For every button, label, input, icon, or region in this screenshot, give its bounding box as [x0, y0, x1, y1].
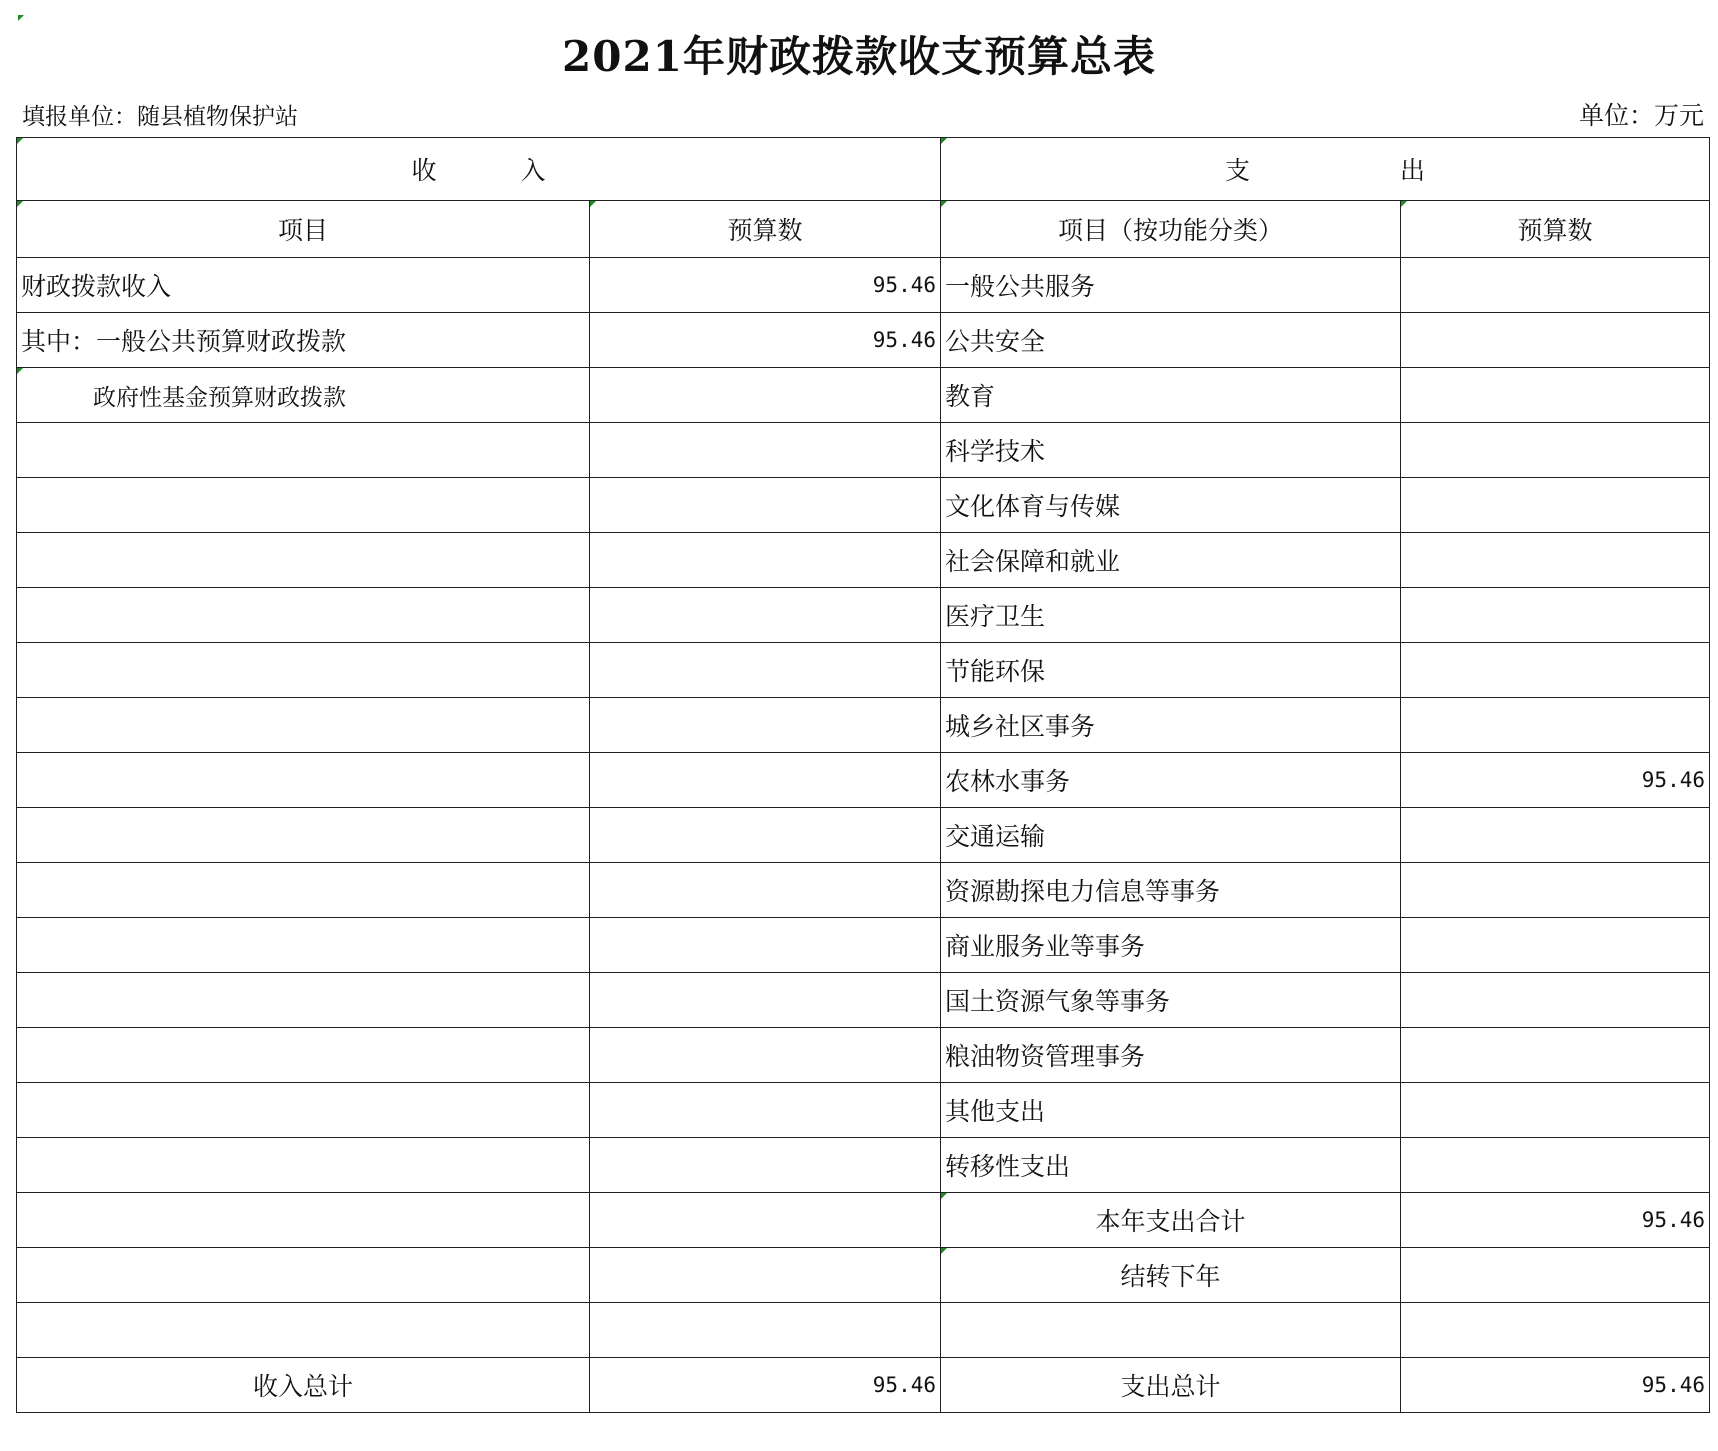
expense-item-cell: 社会保障和就业 [941, 533, 1401, 588]
expense-value-cell [1401, 1138, 1710, 1193]
expense-item-cell: 公共安全 [941, 313, 1401, 368]
expense-item-cell: 科学技术 [941, 423, 1401, 478]
table-row [17, 1358, 1710, 1413]
income-item-cell: 收入总计 [17, 1358, 590, 1413]
expense-value-cell [1401, 1028, 1710, 1083]
income-item-cell: 财政拨款收入 [17, 258, 590, 313]
income-item-cell: 其中：一般公共预算财政拨款 [17, 313, 590, 368]
cell-marker [17, 138, 23, 144]
income-item-cell [17, 918, 590, 973]
expense-item-cell: 文化体育与传媒 [941, 478, 1401, 533]
income-item-cell [17, 698, 590, 753]
expense-item-cell: 节能环保 [941, 643, 1401, 698]
income-value-cell [590, 643, 941, 698]
expense-value-cell [1401, 973, 1710, 1028]
expense-item-cell: 结转下年 [941, 1248, 1401, 1303]
expense-value-cell: 95.46 [1401, 1358, 1710, 1413]
expense-item-cell: 农林水事务 [941, 753, 1401, 808]
col-header-expense-budget: 预算数 [1401, 201, 1710, 258]
cell-marker [941, 1248, 947, 1254]
income-value-cell [590, 698, 941, 753]
expense-value-cell [1401, 478, 1710, 533]
table-row [17, 258, 1710, 313]
income-value-cell [590, 808, 941, 863]
income-value-cell [590, 478, 941, 533]
section-header-row [17, 138, 1710, 201]
expense-value-cell [1401, 1083, 1710, 1138]
table-row [17, 313, 1710, 368]
expense-value-cell: 95.46 [1401, 1193, 1710, 1248]
income-item-cell [17, 1303, 590, 1358]
expense-item-cell: 资源勘探电力信息等事务 [941, 863, 1401, 918]
expense-item-cell: 粮油物资管理事务 [941, 1028, 1401, 1083]
income-item-cell [17, 863, 590, 918]
budget-table [16, 137, 1710, 1413]
expense-item-cell: 商业服务业等事务 [941, 918, 1401, 973]
currency-unit: 单位：万元 [1578, 101, 1704, 130]
expense-item-cell: 交通运输 [941, 808, 1401, 863]
income-item-cell [17, 1138, 590, 1193]
table-row [17, 368, 1710, 423]
expense-item-cell: 转移性支出 [941, 1138, 1401, 1193]
income-value-cell [590, 1303, 941, 1358]
cell-marker [941, 201, 947, 207]
filing-unit: 填报单位：随县植物保护站 [22, 104, 298, 130]
expense-value-cell [1401, 863, 1710, 918]
expense-value-cell [1401, 368, 1710, 423]
income-item-cell [17, 478, 590, 533]
expense-item-cell: 国土资源气象等事务 [941, 973, 1401, 1028]
income-value-cell [590, 918, 941, 973]
income-value-cell [590, 753, 941, 808]
expense-value-cell: 95.46 [1401, 753, 1710, 808]
income-value-cell: 95.46 [590, 258, 941, 313]
income-item-cell [17, 808, 590, 863]
income-value-cell [590, 1138, 941, 1193]
table-row [17, 1248, 1710, 1303]
income-item-cell [17, 588, 590, 643]
income-value-cell [590, 973, 941, 1028]
cell-marker [590, 201, 596, 207]
cell-marker [1401, 201, 1407, 207]
expense-value-cell [1401, 808, 1710, 863]
expense-item-cell: 教育 [941, 368, 1401, 423]
income-item-cell [17, 1248, 590, 1303]
cell-marker [18, 15, 24, 21]
expense-item-cell [941, 1303, 1401, 1358]
income-value-cell [590, 863, 941, 918]
income-section-header: 收 入 [17, 138, 941, 201]
income-value-cell: 95.46 [590, 313, 941, 368]
table-row [17, 808, 1710, 863]
cell-marker [17, 201, 23, 207]
income-value-cell: 95.46 [590, 1358, 941, 1413]
expense-value-cell [1401, 1248, 1710, 1303]
expense-value-cell [1401, 588, 1710, 643]
table-row [17, 1303, 1710, 1358]
expense-value-cell [1401, 643, 1710, 698]
income-item-cell [17, 1028, 590, 1083]
income-value-cell [590, 1083, 941, 1138]
col-header-expense-item: 项目（按功能分类） [941, 201, 1401, 258]
expense-item-cell: 城乡社区事务 [941, 698, 1401, 753]
col-header-income-budget: 预算数 [590, 201, 941, 258]
table-row [17, 1083, 1710, 1138]
income-value-cell [590, 1028, 941, 1083]
income-item-cell: 政府性基金预算财政拨款 [17, 368, 590, 423]
table-row [17, 588, 1710, 643]
expense-item-cell: 本年支出合计 [941, 1193, 1401, 1248]
income-item-cell [17, 533, 590, 588]
expense-value-cell [1401, 918, 1710, 973]
income-item-cell [17, 423, 590, 478]
cell-marker [17, 368, 23, 374]
expense-value-cell [1401, 313, 1710, 368]
col-header-income-item: 项目 [17, 201, 590, 258]
table-row [17, 1193, 1710, 1248]
income-item-cell [17, 973, 590, 1028]
table-row [17, 863, 1710, 918]
expense-value-cell [1401, 533, 1710, 588]
table-row [17, 698, 1710, 753]
income-item-cell [17, 1083, 590, 1138]
table-row [17, 478, 1710, 533]
cell-marker [941, 1193, 947, 1199]
table-row [17, 753, 1710, 808]
expense-section-header: 支 出 [941, 138, 1710, 201]
income-item-cell [17, 1193, 590, 1248]
income-value-cell [590, 368, 941, 423]
table-row [17, 643, 1710, 698]
expense-item-cell: 支出总计 [941, 1358, 1401, 1413]
income-value-cell [590, 1193, 941, 1248]
expense-value-cell [1401, 698, 1710, 753]
expense-value-cell [1401, 258, 1710, 313]
table-row [17, 1138, 1710, 1193]
expense-value-cell [1401, 1303, 1710, 1358]
table-row [17, 1028, 1710, 1083]
income-item-cell [17, 643, 590, 698]
income-value-cell [590, 423, 941, 478]
table-row [17, 918, 1710, 973]
table-row [17, 423, 1710, 478]
column-header-row [17, 201, 1710, 258]
cell-marker [941, 138, 947, 144]
expense-item-cell: 医疗卫生 [941, 588, 1401, 643]
expense-value-cell [1401, 423, 1710, 478]
expense-item-cell: 一般公共服务 [941, 258, 1401, 313]
page-title: 2021年财政拨款收支预算总表 [562, 32, 1156, 81]
income-value-cell [590, 588, 941, 643]
income-value-cell [590, 533, 941, 588]
table-row [17, 533, 1710, 588]
table-row [17, 973, 1710, 1028]
expense-item-cell: 其他支出 [941, 1083, 1401, 1138]
income-item-cell [17, 753, 590, 808]
income-value-cell [590, 1248, 941, 1303]
